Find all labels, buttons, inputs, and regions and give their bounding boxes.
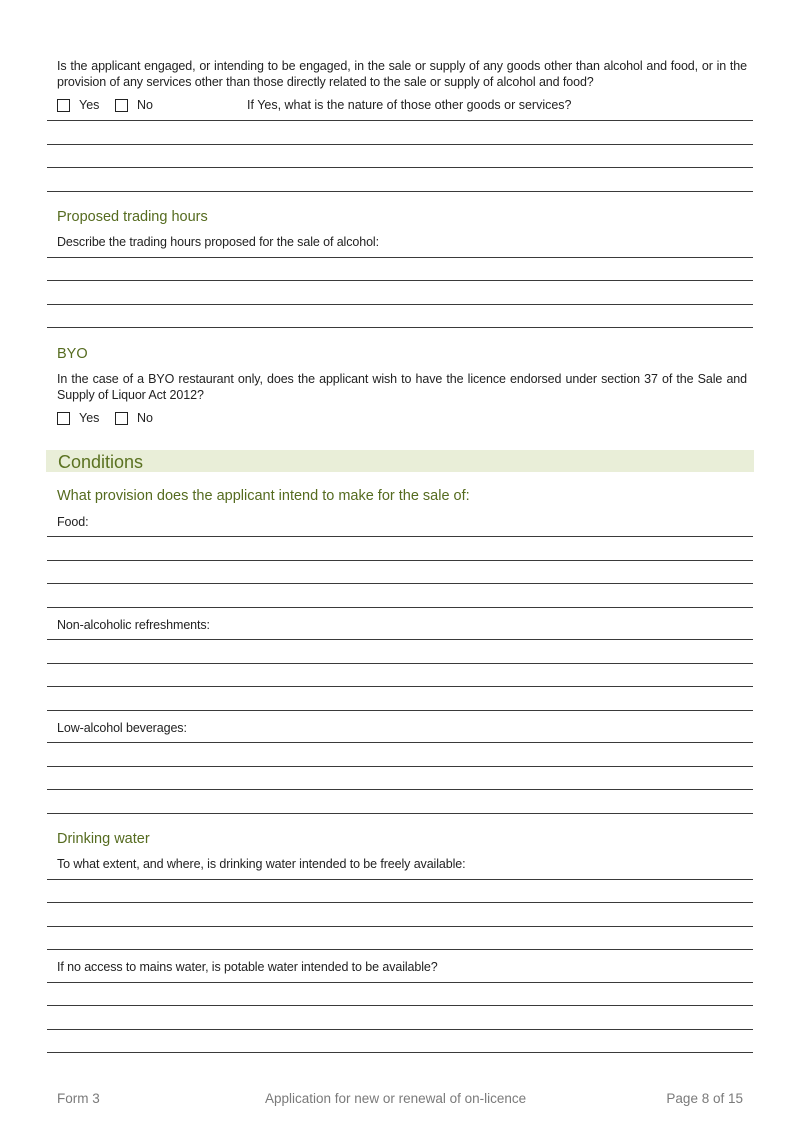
other-goods-no-checkbox[interactable] [115, 99, 128, 112]
trading-hours-answer-line[interactable] [47, 327, 753, 328]
non-alcoholic-answer-line[interactable] [47, 710, 753, 711]
drinking-water-prompt: To what extent, and where, is drinking water intended to be freely available: [57, 857, 466, 871]
trading-hours-answer-line[interactable] [47, 304, 753, 305]
potable-water-answer-line[interactable] [47, 982, 753, 983]
potable-water-prompt: If no access to mains water, is potable water intended to be available? [57, 960, 438, 974]
byo-yes-checkbox[interactable] [57, 412, 70, 425]
other-goods-yes-checkbox[interactable] [57, 99, 70, 112]
non-alcoholic-answer-line[interactable] [47, 663, 753, 664]
food-answer-line[interactable] [47, 607, 753, 608]
trading-hours-heading: Proposed trading hours [57, 209, 208, 225]
footer-form-number: Form 3 [57, 1091, 100, 1106]
low-alcohol-label: Low-alcohol beverages: [57, 721, 187, 735]
other-goods-answer-line[interactable] [47, 191, 753, 192]
potable-water-answer-line[interactable] [47, 1052, 753, 1053]
conditions-subheading: What provision does the applicant intend to make for the sale of: [57, 488, 470, 504]
trading-hours-answer-line[interactable] [47, 257, 753, 258]
low-alcohol-answer-line[interactable] [47, 813, 753, 814]
byo-heading: BYO [57, 346, 88, 362]
food-label: Food: [57, 515, 89, 529]
food-answer-line[interactable] [47, 583, 753, 584]
drinking-water-answer-line[interactable] [47, 926, 753, 927]
non-alcoholic-answer-line[interactable] [47, 686, 753, 687]
non-alcoholic-answer-line[interactable] [47, 639, 753, 640]
footer-form-title: Application for new or renewal of on-licence [265, 1091, 527, 1106]
byo-no-checkbox[interactable] [115, 412, 128, 425]
conditions-title: Conditions [58, 452, 144, 472]
drinking-water-answer-line[interactable] [47, 949, 753, 950]
drinking-water-heading: Drinking water [57, 831, 150, 847]
other-goods-no-label: No [137, 98, 153, 112]
footer-page-number: Page 8 of 15 [666, 1091, 743, 1106]
other-goods-answer-line[interactable] [47, 144, 753, 145]
potable-water-answer-line[interactable] [47, 1005, 753, 1006]
drinking-water-answer-line[interactable] [47, 902, 753, 903]
other-goods-answer-line[interactable] [47, 120, 753, 121]
conditions-band [46, 450, 754, 472]
other-goods-followup-label: If Yes, what is the nature of those other goods or services? [247, 98, 572, 112]
other-goods-question: Is the applicant engaged, or intending to be engaged, in the sale or supply of any goods other than alcohol and food, or in the provision of any services other than those directly related to the sale or supply of alcohol and food? [57, 59, 747, 89]
drinking-water-answer-line[interactable] [47, 879, 753, 880]
trading-hours-answer-line[interactable] [47, 280, 753, 281]
byo-question: In the case of a BYO restaurant only, does the applicant wish to have the licence endorsed under section 37 of the Sale and Supply of Liquor Act 2012? [57, 372, 747, 402]
low-alcohol-answer-line[interactable] [47, 766, 753, 767]
low-alcohol-answer-line[interactable] [47, 742, 753, 743]
byo-no-label: No [137, 411, 153, 425]
non-alcoholic-label: Non-alcoholic refreshments: [57, 618, 210, 632]
food-answer-line[interactable] [47, 560, 753, 561]
potable-water-answer-line[interactable] [47, 1029, 753, 1030]
byo-yes-label: Yes [79, 411, 100, 425]
trading-hours-prompt: Describe the trading hours proposed for the sale of alcohol: [57, 235, 379, 249]
other-goods-yes-label: Yes [79, 98, 100, 112]
food-answer-line[interactable] [47, 536, 753, 537]
other-goods-answer-line[interactable] [47, 167, 753, 168]
low-alcohol-answer-line[interactable] [47, 789, 753, 790]
